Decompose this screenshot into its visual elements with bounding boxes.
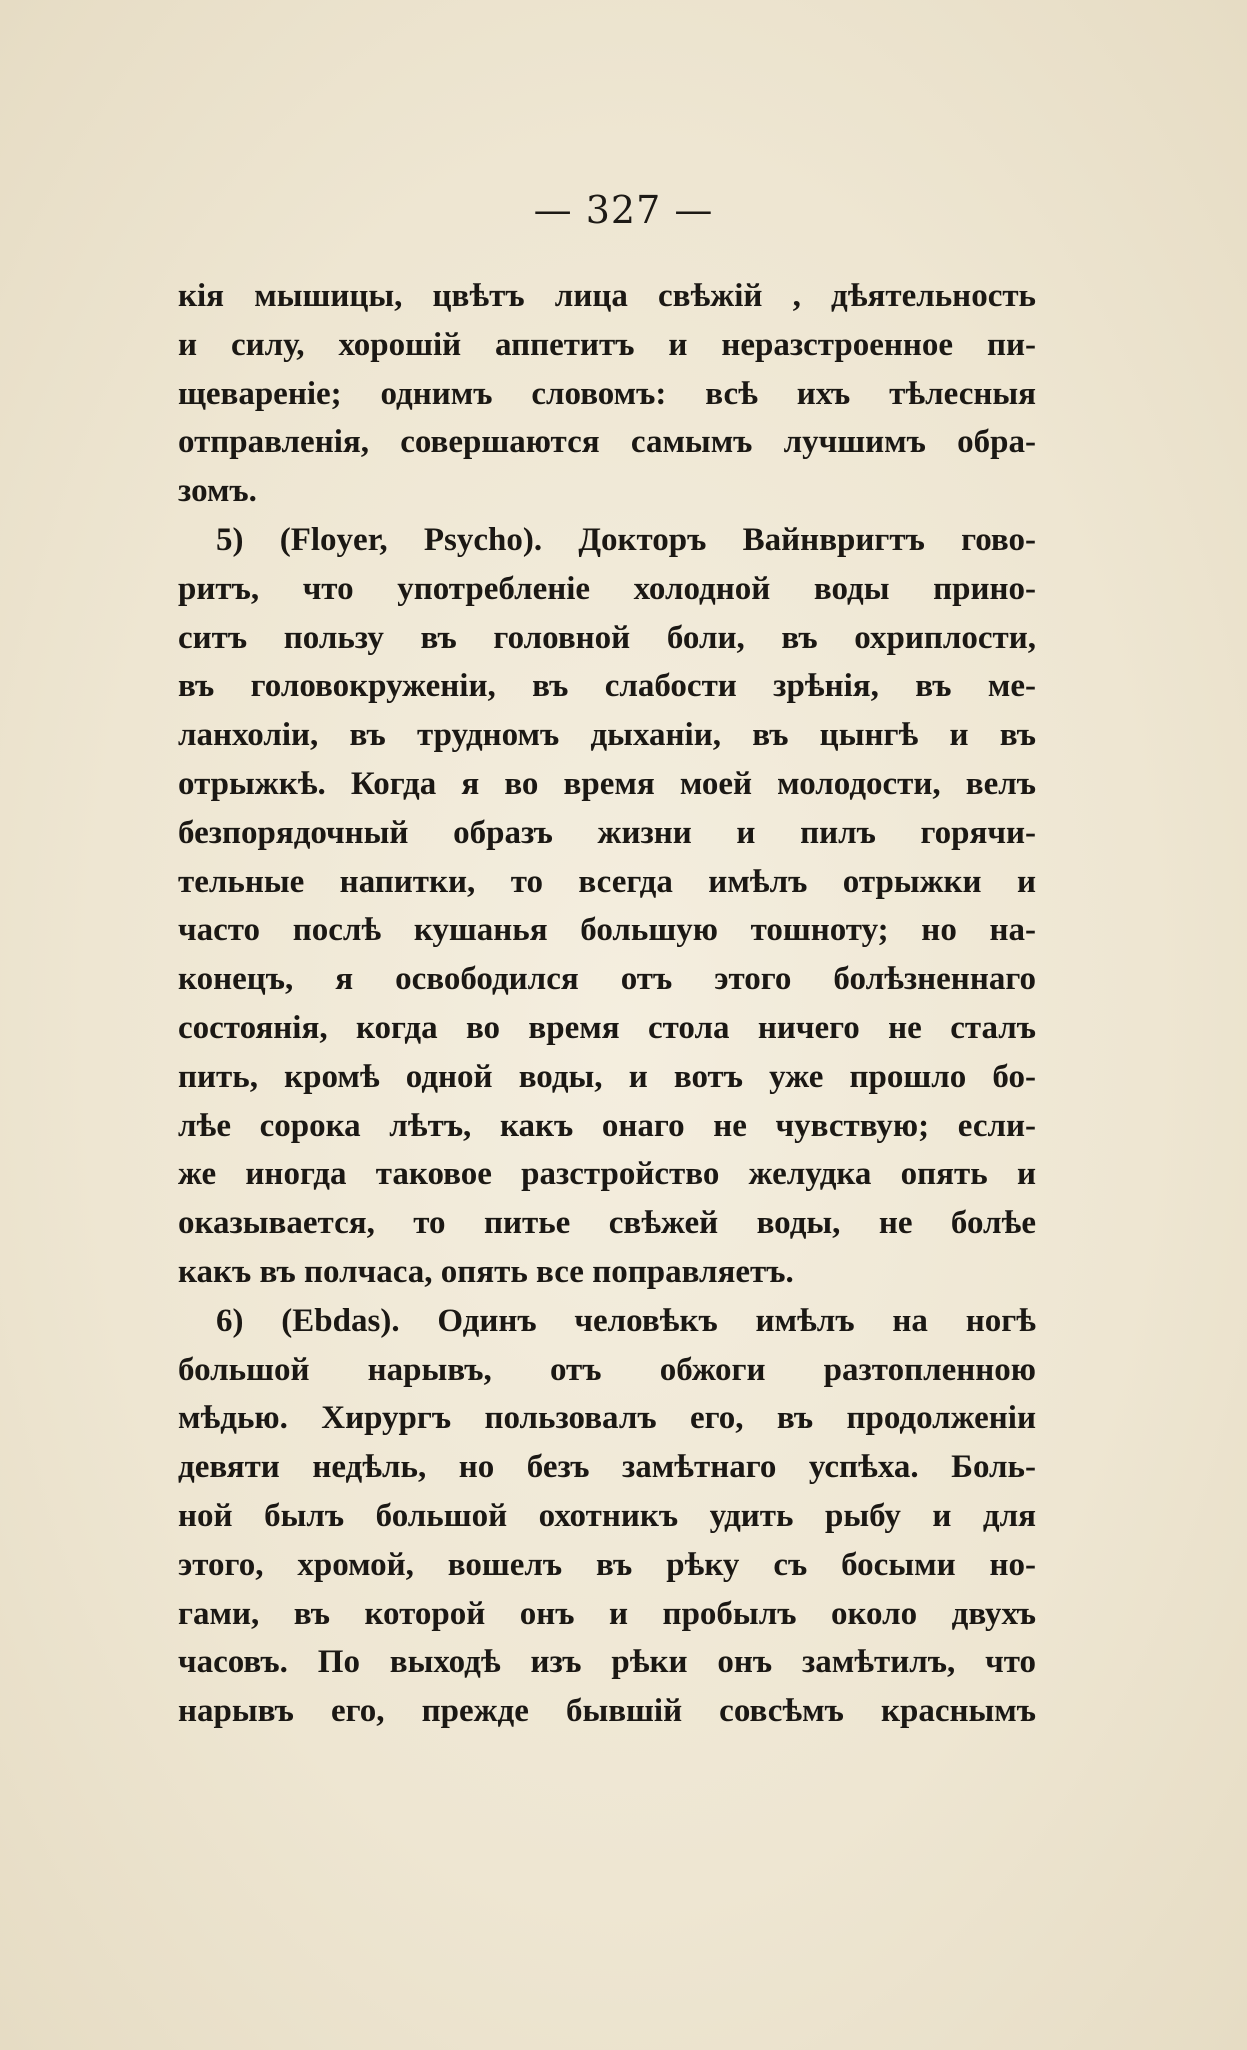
text-line: нарывъ его, прежде бывшій совсѣмъ краснымъ	[178, 1693, 1036, 1730]
text-line: оказывается, то питье свѣжей воды, не болѣе	[178, 1205, 1036, 1242]
text-line: ритъ, что употребленіе холодной воды прино-	[178, 570, 1036, 607]
text-line: гами, въ которой онъ и пробылъ около двухъ	[178, 1595, 1036, 1632]
text-line: конецъ, я освободился отъ этого болѣзненнаго	[178, 961, 1036, 998]
page-number: — 327 —	[533, 188, 714, 232]
text-line: пить, кромѣ одной воды, и вотъ уже прошло бо-	[178, 1058, 1036, 1095]
text-line: большой нарывъ, отъ обжоги разтопленною	[178, 1351, 1036, 1388]
text-line: отправленія, совершаются самымъ лучшимъ обра-	[178, 424, 1036, 461]
text-line: безпорядочный образъ жизни и пилъ горячи-	[178, 814, 1036, 851]
body-text	[178, 272, 1036, 1736]
text-line: же иногда таковое разстройство желудка опять и	[178, 1156, 1036, 1193]
text-line: 5) (Floyer, Psycho). Докторъ Вайнвригтъ гово-	[216, 521, 1036, 558]
text-line: ланхоліи, въ трудномъ дыханіи, въ цынгѣ и въ	[178, 717, 1036, 754]
text-line: 6) (Ebdas). Одинъ человѣкъ имѣлъ на ногѣ	[216, 1302, 1036, 1339]
text-line: девяти недѣль, но безъ замѣтнаго успѣха. Боль-	[178, 1449, 1036, 1486]
text-line: часовъ. По выходѣ изъ рѣки онъ замѣтилъ, что	[178, 1644, 1036, 1681]
text-line: часто послѣ кушанья большую тошноту; но на-	[178, 912, 1036, 949]
text-line: и силу, хорошій аппетитъ и неразстроенное пи-	[178, 326, 1036, 363]
text-line: ситъ пользу въ головной боли, въ охриплости,	[178, 619, 1036, 656]
text-line: лѣе сорока лѣтъ, какъ онаго не чувствую; если-	[178, 1107, 1036, 1144]
text-line: отрыжкѣ. Когда я во время моей молодости, велъ	[178, 765, 1036, 802]
text-line: мѣдью. Хирургъ пользовалъ его, въ продолженіи	[178, 1400, 1036, 1437]
text-line: въ головокруженіи, въ слабости зрѣнія, въ ме-	[178, 668, 1036, 705]
text-line: этого, хромой, вошелъ въ рѣку съ босыми но-	[178, 1546, 1036, 1583]
text-line: состоянія, когда во время стола ничего не сталъ	[178, 1009, 1036, 1046]
text-line: щевареніе; однимъ словомъ: всѣ ихъ тѣлесныя	[178, 375, 1036, 412]
text-line: тельные напитки, то всегда имѣлъ отрыжки и	[178, 863, 1036, 900]
text-line: кія мышицы, цвѣтъ лица свѣжій , дѣятельность	[178, 278, 1036, 314]
text-line: зомъ.	[178, 473, 257, 510]
text-line: какъ въ полчаса, опять все поправляетъ.	[178, 1253, 794, 1290]
text-line: ной былъ большой охотникъ удить рыбу и для	[178, 1497, 1036, 1534]
